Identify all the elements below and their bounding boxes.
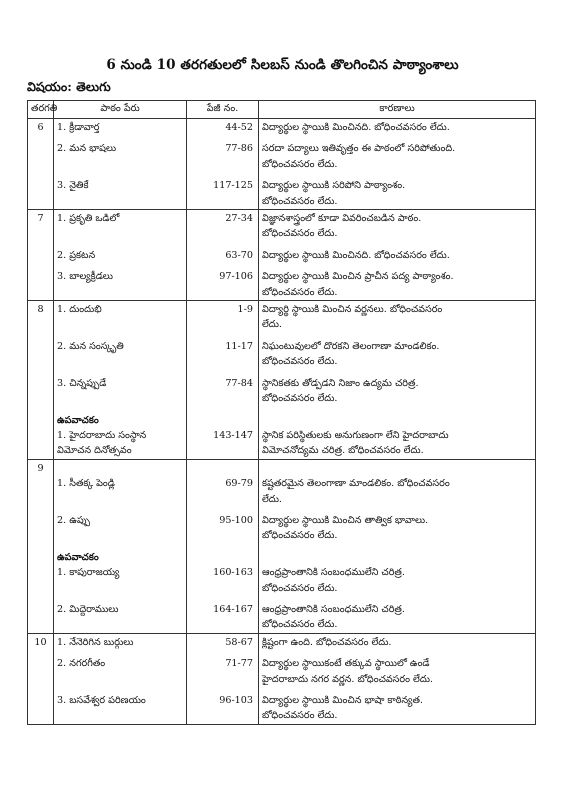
cell-line: లేదు. bbox=[262, 493, 282, 505]
lesson-cell bbox=[54, 376, 187, 407]
cell-line: స్థానికతకు తోడ్పడని నిజాం ఉద్యమ చరిత్ర. bbox=[262, 377, 419, 389]
table-subheading-row bbox=[28, 550, 536, 565]
grade-cell: 7 bbox=[28, 210, 54, 242]
lesson-cell bbox=[54, 459, 187, 476]
cell-line: బోధించవసరం లేదు. bbox=[262, 530, 338, 542]
cell-line: 1. క్రీడావార్త bbox=[57, 122, 100, 133]
pages-cell: 143-147 bbox=[187, 428, 259, 459]
pages-cell: 63-70 bbox=[187, 248, 259, 263]
cell-line: బోధించవసరం లేదు. bbox=[262, 228, 338, 240]
grade-cell bbox=[28, 565, 54, 596]
reason-cell bbox=[259, 513, 536, 544]
subject-heading: విషయం: తెలుగు bbox=[27, 79, 111, 94]
cell-line: విజ్ఞానశాస్త్రంలో కూడా వివరించబడిన పాఠం. bbox=[262, 213, 422, 225]
reason-cell bbox=[259, 693, 536, 724]
lesson-cell bbox=[54, 248, 187, 263]
cell-line: లేదు. bbox=[262, 319, 282, 331]
grade-cell bbox=[28, 513, 54, 544]
lesson-cell bbox=[54, 565, 187, 596]
grade-cell bbox=[28, 693, 54, 724]
cell-line: విద్యార్థుల స్థాయికి మించిన భాషా కాఠిన్యత. bbox=[262, 695, 423, 706]
cell-line: హైదరాబాదు నగర వర్ణన. బోధించవసరం లేదు. bbox=[262, 673, 433, 685]
cell-line: 2. ఉప్పు bbox=[57, 514, 91, 526]
cell-line: విద్యార్థుల స్థాయికి మించిన తాత్విక భావాలు. bbox=[262, 514, 429, 526]
lesson-cell bbox=[54, 513, 187, 544]
cell-line: విమోచనోద్యమ చరిత్ర. బోధించవసరం లేదు. bbox=[262, 445, 424, 457]
pages-cell: 97-106 bbox=[187, 269, 259, 300]
reason-cell bbox=[259, 656, 536, 687]
reason-cell bbox=[259, 210, 536, 242]
cell-line: 2. మన భాషలు bbox=[57, 143, 117, 155]
table-row bbox=[28, 301, 536, 333]
deleted-lessons-table bbox=[27, 100, 536, 725]
reason-cell bbox=[259, 141, 536, 172]
lesson-cell bbox=[54, 656, 187, 687]
pages-cell: 11-17 bbox=[187, 339, 259, 370]
grade-cell bbox=[28, 602, 54, 633]
cell-line: 2. నగరగీతం bbox=[57, 658, 106, 670]
pages-cell: 1-9 bbox=[187, 301, 259, 333]
header-grade: తరగతి bbox=[28, 101, 54, 119]
page-title: 6 నుండి 10 తరగతులలో సిలబస్ నుండి తొలగించిన పాఠ్యాంశాలు bbox=[106, 57, 459, 73]
lesson-cell bbox=[54, 141, 187, 172]
reason-cell bbox=[259, 459, 536, 476]
lesson-cell bbox=[54, 339, 187, 370]
table-row bbox=[28, 376, 536, 407]
reason-cell bbox=[259, 248, 536, 263]
cell-line: సరదా పద్యాలు ఇతివృత్తం ఈ పాఠంలో సరిపోతుంది. bbox=[262, 143, 456, 155]
lesson-cell bbox=[54, 269, 187, 300]
table-body bbox=[28, 119, 536, 725]
reason-cell bbox=[259, 602, 536, 633]
lesson-cell bbox=[54, 210, 187, 242]
cell-line: విమోచన దినోత్సవం bbox=[57, 445, 132, 457]
grade-cell: 10 bbox=[28, 633, 54, 650]
cell-line: విద్యార్థుల స్థాయికి మించినది. బోధించవసరం లేదు. bbox=[262, 122, 450, 133]
reason-cell bbox=[259, 301, 536, 333]
pages-cell: 160-163 bbox=[187, 565, 259, 596]
lesson-cell bbox=[54, 428, 187, 459]
pages-cell: 95-100 bbox=[187, 513, 259, 544]
cell-line: 1. నేనెరిగిన బుర్గులు bbox=[57, 636, 134, 648]
cell-line: విద్యార్థి స్థాయికి మించిన వర్ణనలు. బోధించవసరం bbox=[262, 304, 443, 316]
pages-cell: 117-125 bbox=[187, 178, 259, 209]
lesson-cell bbox=[54, 693, 187, 724]
table-row bbox=[28, 459, 536, 476]
reason-cell bbox=[259, 376, 536, 407]
reason-cell bbox=[259, 476, 536, 507]
cell-line: 3. బసవేశ్వర పరిణయం bbox=[57, 695, 146, 706]
cell-line: ఆంధ్రప్రాంతానికి సంబంధములేని చరిత్ర. bbox=[262, 567, 405, 579]
pages-cell bbox=[187, 550, 259, 565]
reason-cell bbox=[259, 428, 536, 459]
cell-line: బోధించవసరం లేదు. bbox=[262, 619, 338, 631]
pages-cell: 96-103 bbox=[187, 693, 259, 724]
cell-line: విద్యార్థుల స్థాయికి సరిపోని పాఠ్యాంశం. bbox=[262, 180, 406, 192]
reason-cell bbox=[259, 565, 536, 596]
pages-cell: 69-79 bbox=[187, 476, 259, 507]
cell-line: 2. మన సంస్కృతి bbox=[57, 340, 124, 352]
lesson-cell bbox=[54, 119, 187, 136]
table-row bbox=[28, 248, 536, 263]
grade-cell bbox=[28, 339, 54, 370]
table-subheading-row bbox=[28, 413, 536, 428]
pages-cell bbox=[187, 459, 259, 476]
table-row bbox=[28, 210, 536, 242]
lesson-cell bbox=[54, 178, 187, 209]
cell-line: బోధించవసరం లేదు. bbox=[262, 710, 338, 722]
cell-line: 3. బాల్యక్రీడలు bbox=[57, 271, 113, 283]
reason-cell bbox=[259, 633, 536, 650]
supplementary-reader-label: ఉపవాచకం bbox=[54, 550, 187, 565]
grade-cell bbox=[28, 376, 54, 407]
grade-cell: 8 bbox=[28, 301, 54, 333]
table-row bbox=[28, 178, 536, 209]
reason-cell bbox=[259, 178, 536, 209]
cell-line: బోధించవసరం లేదు. bbox=[262, 195, 338, 207]
grade-cell bbox=[28, 413, 54, 428]
reason-cell bbox=[259, 550, 536, 565]
cell-line: 3. నైతికే bbox=[57, 180, 89, 192]
pages-cell: 164-167 bbox=[187, 602, 259, 633]
table-row bbox=[28, 656, 536, 687]
cell-line: బోధించవసరం లేదు. bbox=[262, 393, 338, 405]
cell-line: ఆంధ్రప్రాంతానికి సంబంధములేని చరిత్ర. bbox=[262, 603, 405, 615]
table-row bbox=[28, 693, 536, 724]
grade-cell bbox=[28, 476, 54, 507]
lesson-cell bbox=[54, 602, 187, 633]
cell-line: 1. కాపురాజయ్య bbox=[57, 567, 120, 579]
grade-cell bbox=[28, 269, 54, 300]
table-row bbox=[28, 339, 536, 370]
cell-line: స్థానిక పరిస్థితులకు అనుగుణంగా లేని హైదరాబాదు bbox=[262, 429, 449, 441]
reason-cell bbox=[259, 413, 536, 428]
grade-cell bbox=[28, 550, 54, 565]
grade-cell bbox=[28, 141, 54, 172]
pages-cell: 71-77 bbox=[187, 656, 259, 687]
lesson-cell bbox=[54, 633, 187, 650]
cell-line: 1. సీతక్క పెండ్లి bbox=[57, 478, 115, 490]
pages-cell: 44-52 bbox=[187, 119, 259, 136]
header-reasons: కారణాలు bbox=[259, 101, 536, 119]
header-pages: పేజీ నం. bbox=[187, 101, 259, 119]
reason-cell bbox=[259, 269, 536, 300]
lesson-cell bbox=[54, 476, 187, 507]
pages-cell bbox=[187, 413, 259, 428]
reason-cell bbox=[259, 339, 536, 370]
pages-cell: 27-34 bbox=[187, 210, 259, 242]
grade-cell bbox=[28, 428, 54, 459]
table-row bbox=[28, 269, 536, 300]
cell-line: 3. చిన్నప్పుడే bbox=[57, 377, 107, 389]
cell-line: నిఘంటువులలో దొరకని తెలంగాణా మాండలికం. bbox=[262, 340, 440, 352]
grade-cell bbox=[28, 656, 54, 687]
table-row bbox=[28, 513, 536, 544]
pages-cell: 77-84 bbox=[187, 376, 259, 407]
cell-line: బోధించవసరం లేదు. bbox=[262, 356, 338, 368]
pages-cell: 77-86 bbox=[187, 141, 259, 172]
cell-line: విద్యార్థుల స్థాయికి మించిన ప్రాచీన పద్య పాఠ్యాంశం. bbox=[262, 271, 454, 283]
cell-line: 1. హైదరాబాదు సంస్థాన bbox=[57, 429, 147, 441]
table-row bbox=[28, 428, 536, 459]
grade-cell: 9 bbox=[28, 459, 54, 476]
reason-cell bbox=[259, 119, 536, 136]
lesson-cell bbox=[54, 301, 187, 333]
table-row bbox=[28, 633, 536, 650]
supplementary-reader-label: ఉపవాచకం bbox=[54, 413, 187, 428]
cell-line: 2. ప్రకటన bbox=[57, 249, 96, 261]
table-row bbox=[28, 141, 536, 172]
grade-cell bbox=[28, 178, 54, 209]
cell-line: 1. ప్రకృతి ఒడిలో bbox=[57, 213, 120, 225]
cell-line: కష్టతరమైన తెలంగాణా మాండలికం. బోధించవసరం bbox=[262, 478, 450, 490]
cell-line: బోధించవసరం లేదు. bbox=[262, 158, 338, 170]
header-lesson: పాఠం పేరు bbox=[54, 101, 187, 119]
grade-cell: 6 bbox=[28, 119, 54, 136]
cell-line: విద్యార్థుల స్థాయికంటే తక్కువ స్థాయిలో ఉండే bbox=[262, 658, 430, 670]
table-header-row bbox=[28, 101, 536, 119]
grade-cell bbox=[28, 248, 54, 263]
cell-line: బోధించవసరం లేదు. bbox=[262, 582, 338, 594]
pages-cell: 58-67 bbox=[187, 633, 259, 650]
table-row bbox=[28, 476, 536, 507]
table-row bbox=[28, 565, 536, 596]
cell-line: 1. దుందుభి bbox=[57, 304, 102, 316]
cell-line: క్లిష్టంగా ఉంది. బోధించవసరం లేదు. bbox=[262, 636, 392, 648]
cell-line: బోధించవసరం లేదు. bbox=[262, 286, 338, 298]
table-row bbox=[28, 602, 536, 633]
table-row bbox=[28, 119, 536, 136]
cell-line: విద్యార్థుల స్థాయికి మించినది. బోధించవసరం లేదు. bbox=[262, 249, 450, 261]
cell-line: 2. మిద్దెరాములు bbox=[57, 603, 119, 615]
